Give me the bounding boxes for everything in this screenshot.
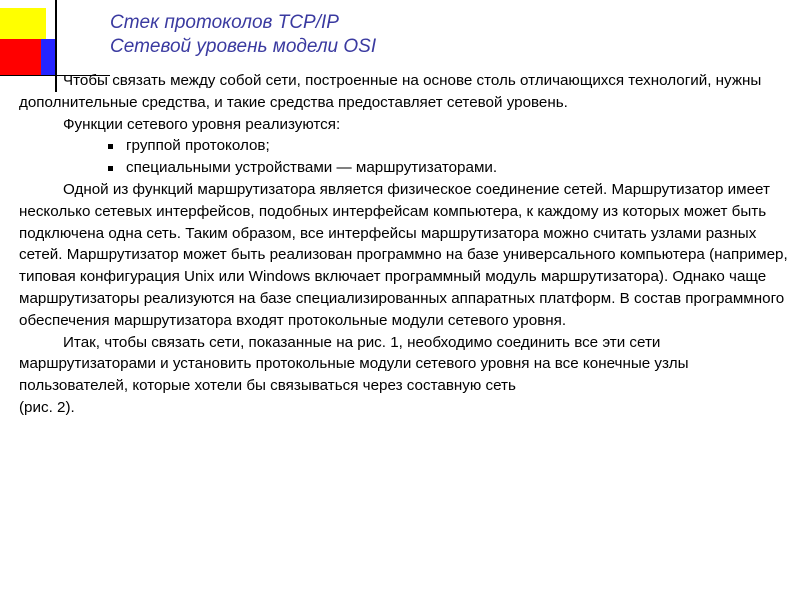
list-item-text: специальными устройствами — маршрутизаторами. xyxy=(126,159,498,177)
list-item-text: группой протоколов; xyxy=(126,137,270,155)
paragraph-figure-ref: (рис. 2). xyxy=(19,398,75,416)
paragraph-intro: Чтобы связать между собой сети, построенные на основе столь отличающихся технологий, нужны дополнительные средства, и такие средства предоставляет сетевой уровень. xyxy=(19,72,762,111)
slide-title: Стек протоколов TCP/IP xyxy=(110,12,339,33)
list-item xyxy=(106,157,789,179)
paragraph-router: Одной из функций маршрутизатора является физическое соединение сетей. Маршрутизатор имеет несколько сетевых интерфейсов, подобных интерфейсам компьютера, к каждому из которых может быть подключена одна сеть. Таким образом, все интерфейсы маршрутизатора можно считать узлами разных сетей. Маршрутизатор может быть реализован программно на базе универсального компьютера (например, типовая конфигурация Unix или Windows включает программный модуль маршрутизатора). Однако чаще маршрутизаторы реализуются на базе специализированных аппаратных платформ. В состав программного обеспечения маршрутизатора входят протокольные модули сетевого уровня. xyxy=(19,180,788,329)
paragraph-conclusion: Итак, чтобы связать сети, показанные на рис. 1, необходимо соединить все эти сети маршрутизаторами и установить протокольные модули сетевого уровня на все конечные узлы пользователей, которые хотели бы связываться через составную сеть xyxy=(19,333,689,395)
slide-subtitle: Сетевой уровень модели OSI xyxy=(110,36,377,57)
slide-body xyxy=(19,70,789,419)
square-bullet-icon xyxy=(108,166,113,171)
functions-list xyxy=(19,135,789,179)
square-bullet-icon xyxy=(108,144,113,149)
paragraph-functions: Функции сетевого уровня реализуются: xyxy=(63,115,341,133)
list-item xyxy=(106,135,789,157)
decor-yellow-block xyxy=(0,8,46,40)
